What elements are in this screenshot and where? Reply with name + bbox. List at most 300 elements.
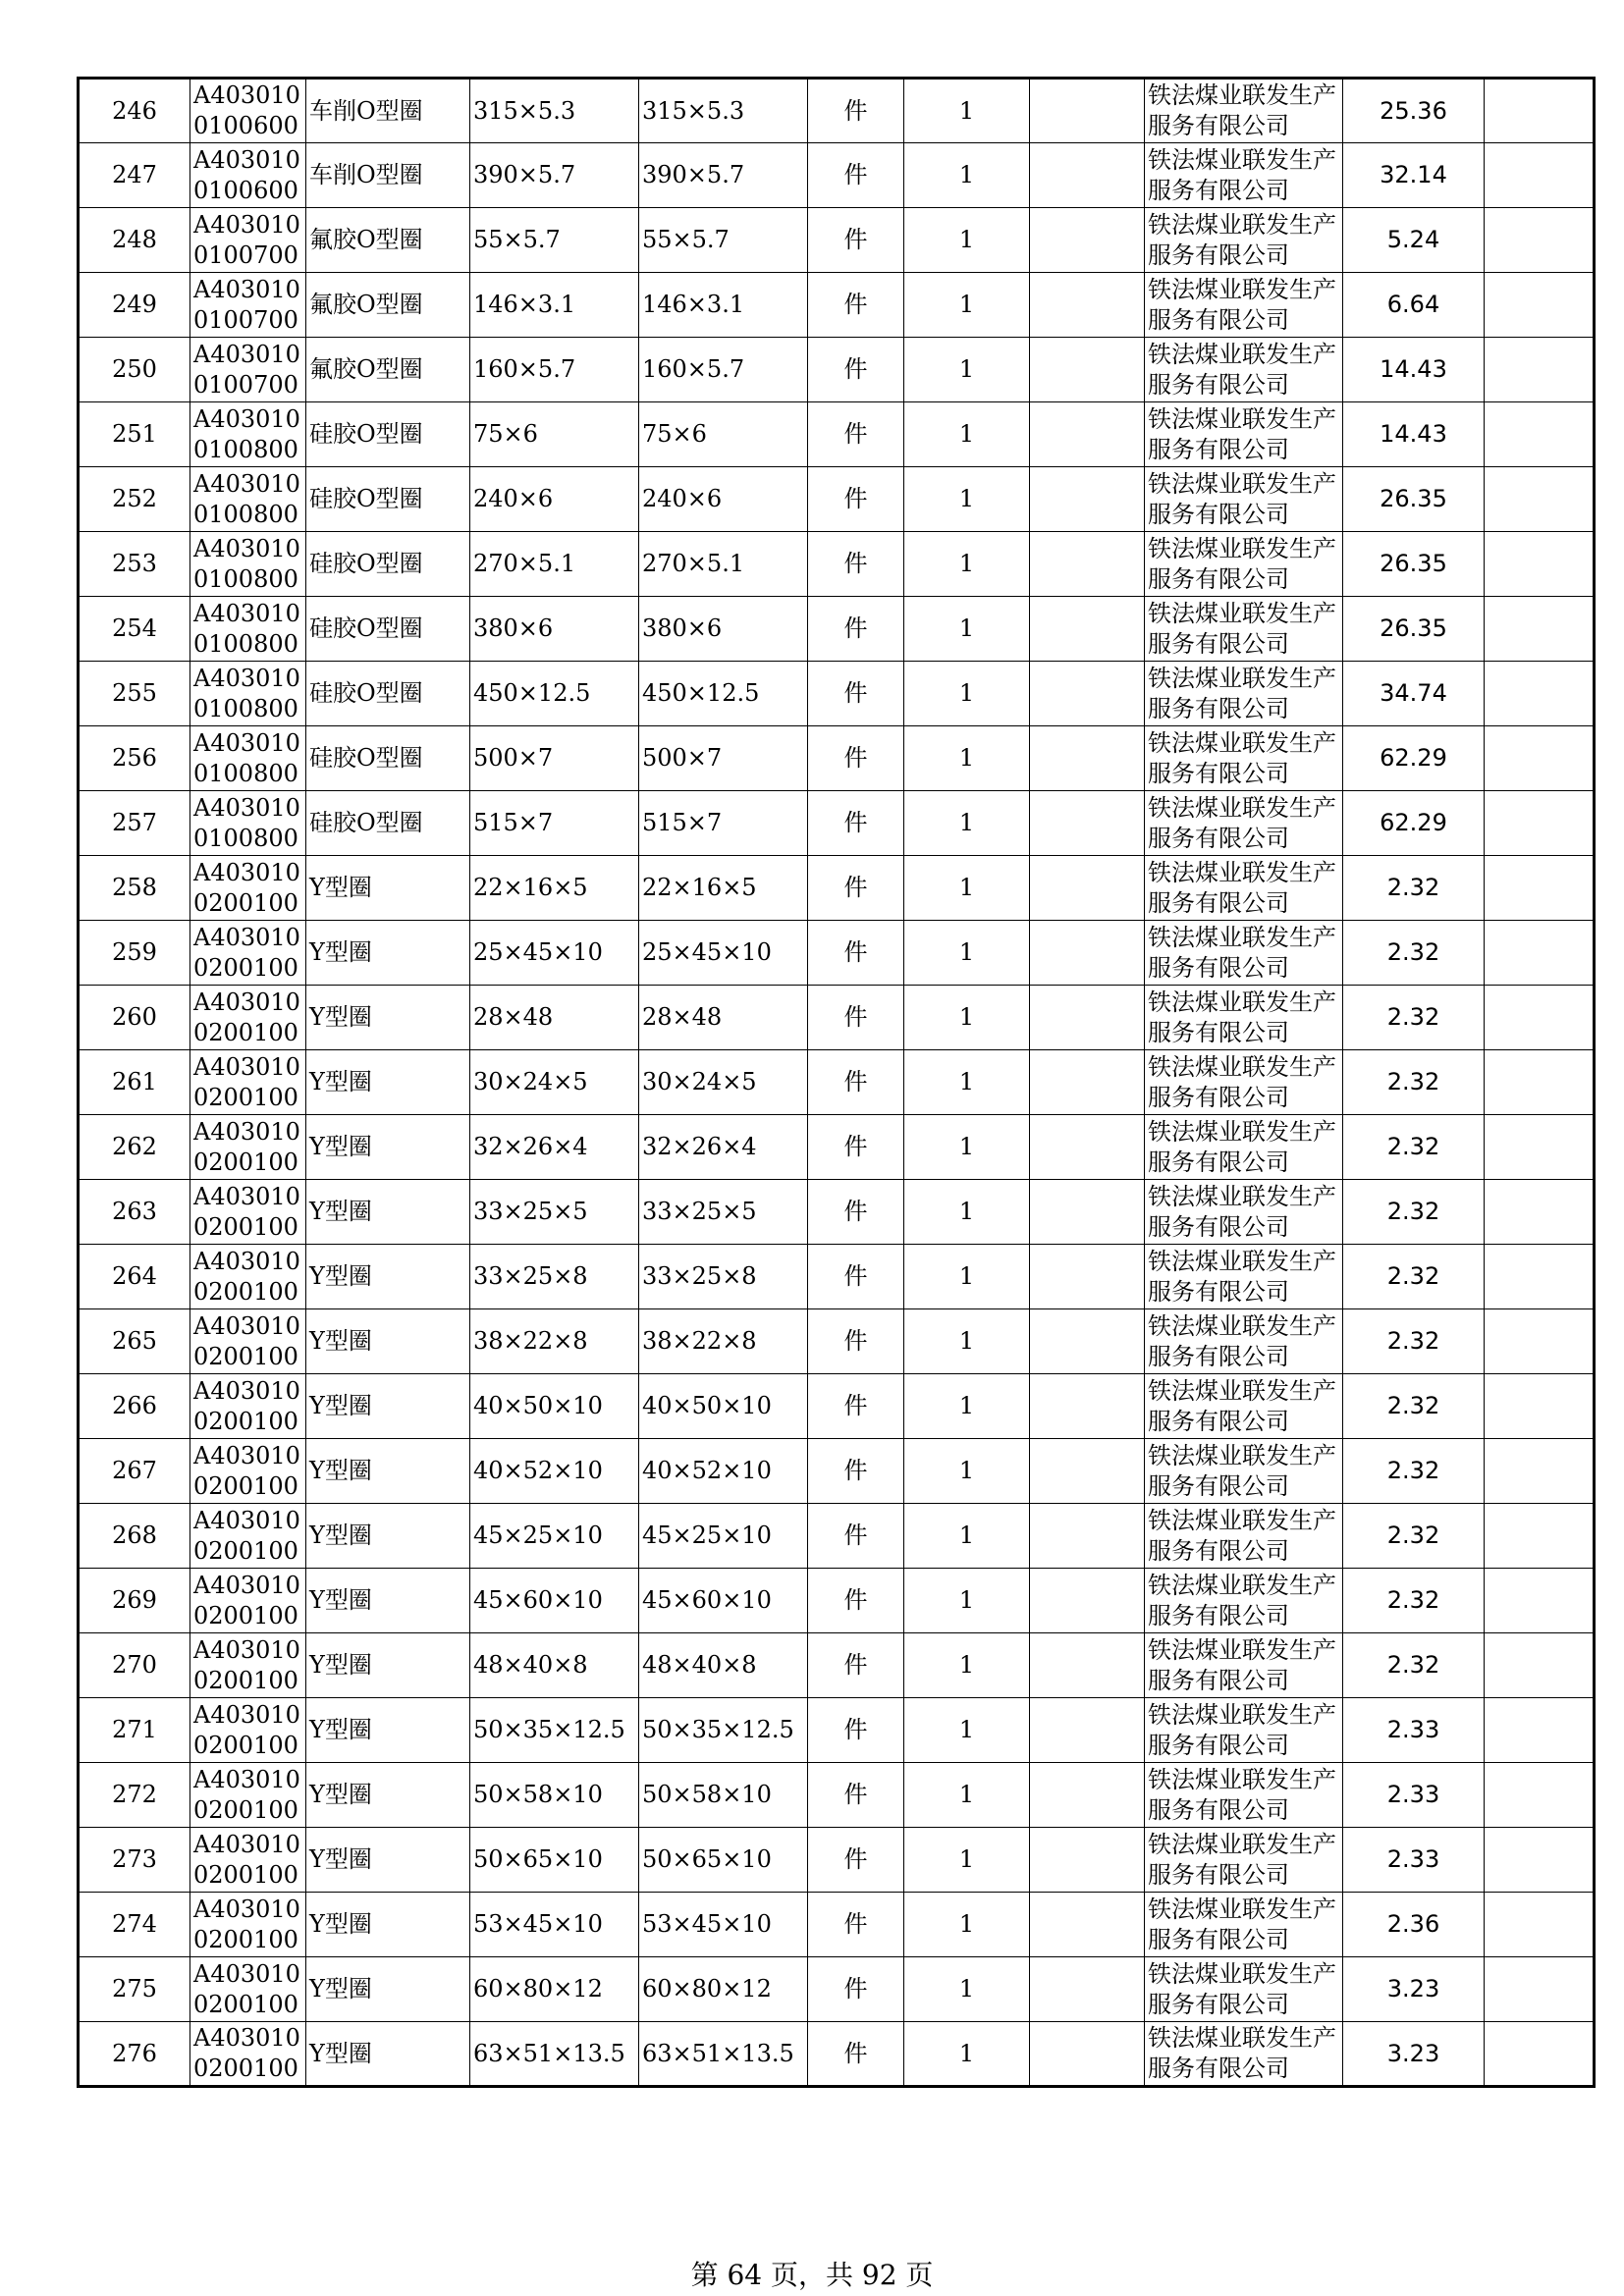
model-cell: 240×6	[639, 467, 808, 532]
model-cell: 22×16×5	[639, 856, 808, 921]
unit-cell: 件	[808, 726, 904, 791]
material-name-cell: Y型圈	[306, 921, 470, 986]
table-row	[79, 597, 1595, 662]
unit-cell: 件	[808, 1309, 904, 1374]
note-cell	[1030, 1633, 1145, 1698]
specification-cell: 28×48	[470, 986, 639, 1050]
material-name-cell: Y型圈	[306, 1828, 470, 1893]
supplier-cell: 铁法煤业联发生产服务有限公司	[1145, 1309, 1343, 1374]
table-row	[79, 1828, 1595, 1893]
table-row	[79, 1504, 1595, 1569]
unit-cell: 件	[808, 986, 904, 1050]
note-cell	[1030, 1115, 1145, 1180]
table-row	[79, 921, 1595, 986]
row-number-cell: 254	[79, 597, 190, 662]
supplier-cell: 铁法煤业联发生产服务有限公司	[1145, 986, 1343, 1050]
note-cell	[1030, 597, 1145, 662]
material-name-cell: 车削O型圈	[306, 79, 470, 143]
unit-price-cell: 2.32	[1343, 1504, 1485, 1569]
supplier-cell: 铁法煤业联发生产服务有限公司	[1145, 1569, 1343, 1633]
remark-cell	[1485, 208, 1595, 273]
material-code-cell: A4030100200100	[190, 1180, 306, 1245]
model-cell: 33×25×8	[639, 1245, 808, 1309]
row-number-cell: 256	[79, 726, 190, 791]
row-number-cell: 251	[79, 402, 190, 467]
remark-cell	[1485, 467, 1595, 532]
row-number-cell: 246	[79, 79, 190, 143]
remark-cell	[1485, 1309, 1595, 1374]
supplier-cell: 铁法煤业联发生产服务有限公司	[1145, 208, 1343, 273]
row-number-cell: 275	[79, 1957, 190, 2022]
row-number-cell: 257	[79, 791, 190, 856]
table-row	[79, 1698, 1595, 1763]
remark-cell	[1485, 1633, 1595, 1698]
table-row	[79, 1569, 1595, 1633]
quantity-cell: 1	[904, 532, 1030, 597]
specification-cell: 500×7	[470, 726, 639, 791]
unit-price-cell: 2.32	[1343, 1374, 1485, 1439]
note-cell	[1030, 1893, 1145, 1957]
model-cell: 50×35×12.5	[639, 1698, 808, 1763]
table-row	[79, 143, 1595, 208]
model-cell: 63×51×13.5	[639, 2022, 808, 2087]
model-cell: 270×5.1	[639, 532, 808, 597]
model-cell: 40×52×10	[639, 1439, 808, 1504]
specification-cell: 45×60×10	[470, 1569, 639, 1633]
note-cell	[1030, 143, 1145, 208]
supplier-cell: 铁法煤业联发生产服务有限公司	[1145, 338, 1343, 402]
material-name-cell: 硅胶O型圈	[306, 402, 470, 467]
material-name-cell: 硅胶O型圈	[306, 791, 470, 856]
unit-cell: 件	[808, 921, 904, 986]
note-cell	[1030, 1245, 1145, 1309]
material-code-cell: A4030100100800	[190, 791, 306, 856]
remark-cell	[1485, 1439, 1595, 1504]
unit-cell: 件	[808, 208, 904, 273]
unit-cell: 件	[808, 1180, 904, 1245]
quantity-cell: 1	[904, 1309, 1030, 1374]
specification-cell: 270×5.1	[470, 532, 639, 597]
unit-cell: 件	[808, 856, 904, 921]
quantity-cell: 1	[904, 273, 1030, 338]
quantity-cell: 1	[904, 1439, 1030, 1504]
material-code-cell: A4030100100700	[190, 273, 306, 338]
material-code-cell: A4030100100800	[190, 662, 306, 726]
table-row	[79, 1374, 1595, 1439]
row-number-cell: 270	[79, 1633, 190, 1698]
unit-cell: 件	[808, 1893, 904, 1957]
row-number-cell: 273	[79, 1828, 190, 1893]
material-code-cell: A4030100200100	[190, 1569, 306, 1633]
note-cell	[1030, 467, 1145, 532]
specification-cell: 40×50×10	[470, 1374, 639, 1439]
unit-cell: 件	[808, 532, 904, 597]
material-name-cell: Y型圈	[306, 856, 470, 921]
supplier-cell: 铁法煤业联发生产服务有限公司	[1145, 1698, 1343, 1763]
note-cell	[1030, 79, 1145, 143]
material-code-cell: A4030100200100	[190, 1957, 306, 2022]
table-body	[79, 79, 1595, 2087]
quantity-cell: 1	[904, 1763, 1030, 1828]
specification-cell: 450×12.5	[470, 662, 639, 726]
model-cell: 146×3.1	[639, 273, 808, 338]
model-cell: 390×5.7	[639, 143, 808, 208]
unit-price-cell: 2.32	[1343, 986, 1485, 1050]
row-number-cell: 268	[79, 1504, 190, 1569]
unit-price-cell: 5.24	[1343, 208, 1485, 273]
note-cell	[1030, 1698, 1145, 1763]
table-row	[79, 986, 1595, 1050]
specification-cell: 45×25×10	[470, 1504, 639, 1569]
model-cell: 45×25×10	[639, 1504, 808, 1569]
remark-cell	[1485, 1569, 1595, 1633]
supplier-cell: 铁法煤业联发生产服务有限公司	[1145, 143, 1343, 208]
supplier-cell: 铁法煤业联发生产服务有限公司	[1145, 662, 1343, 726]
table-row	[79, 532, 1595, 597]
unit-cell: 件	[808, 1569, 904, 1633]
remark-cell	[1485, 338, 1595, 402]
table-row	[79, 662, 1595, 726]
model-cell: 50×58×10	[639, 1763, 808, 1828]
table-row	[79, 856, 1595, 921]
model-cell: 38×22×8	[639, 1309, 808, 1374]
specification-cell: 390×5.7	[470, 143, 639, 208]
row-number-cell: 263	[79, 1180, 190, 1245]
quantity-cell: 1	[904, 1957, 1030, 2022]
material-code-cell: A4030100200100	[190, 1828, 306, 1893]
row-number-cell: 262	[79, 1115, 190, 1180]
material-code-cell: A4030100200100	[190, 2022, 306, 2087]
unit-cell: 件	[808, 791, 904, 856]
remark-cell	[1485, 1180, 1595, 1245]
note-cell	[1030, 402, 1145, 467]
material-name-cell: Y型圈	[306, 1180, 470, 1245]
specification-cell: 160×5.7	[470, 338, 639, 402]
model-cell: 50×65×10	[639, 1828, 808, 1893]
material-code-cell: A4030100100700	[190, 208, 306, 273]
supplier-cell: 铁法煤业联发生产服务有限公司	[1145, 1504, 1343, 1569]
quantity-cell: 1	[904, 662, 1030, 726]
supplier-cell: 铁法煤业联发生产服务有限公司	[1145, 856, 1343, 921]
remark-cell	[1485, 273, 1595, 338]
unit-cell: 件	[808, 273, 904, 338]
remark-cell	[1485, 532, 1595, 597]
note-cell	[1030, 1180, 1145, 1245]
specification-cell: 315×5.3	[470, 79, 639, 143]
supplier-cell: 铁法煤业联发生产服务有限公司	[1145, 1439, 1343, 1504]
quantity-cell: 1	[904, 1180, 1030, 1245]
price-table	[77, 77, 1596, 2088]
unit-price-cell: 3.23	[1343, 1957, 1485, 2022]
specification-cell: 515×7	[470, 791, 639, 856]
material-code-cell: A4030100200100	[190, 1439, 306, 1504]
row-number-cell: 250	[79, 338, 190, 402]
row-number-cell: 264	[79, 1245, 190, 1309]
supplier-cell: 铁法煤业联发生产服务有限公司	[1145, 1633, 1343, 1698]
material-code-cell: A4030100200100	[190, 1698, 306, 1763]
supplier-cell: 铁法煤业联发生产服务有限公司	[1145, 2022, 1343, 2087]
table-row	[79, 1309, 1595, 1374]
specification-cell: 32×26×4	[470, 1115, 639, 1180]
unit-price-cell: 2.32	[1343, 1633, 1485, 1698]
row-number-cell: 255	[79, 662, 190, 726]
material-name-cell: Y型圈	[306, 1115, 470, 1180]
material-name-cell: Y型圈	[306, 1504, 470, 1569]
material-code-cell: A4030100200100	[190, 1893, 306, 1957]
unit-cell: 件	[808, 662, 904, 726]
unit-cell: 件	[808, 1439, 904, 1504]
quantity-cell: 1	[904, 1115, 1030, 1180]
supplier-cell: 铁法煤业联发生产服务有限公司	[1145, 1763, 1343, 1828]
material-code-cell: A4030100200100	[190, 1504, 306, 1569]
note-cell	[1030, 1309, 1145, 1374]
row-number-cell: 271	[79, 1698, 190, 1763]
model-cell: 315×5.3	[639, 79, 808, 143]
material-code-cell: A4030100200100	[190, 1633, 306, 1698]
remark-cell	[1485, 662, 1595, 726]
unit-cell: 件	[808, 1828, 904, 1893]
table-row	[79, 791, 1595, 856]
model-cell: 40×50×10	[639, 1374, 808, 1439]
quantity-cell: 1	[904, 208, 1030, 273]
supplier-cell: 铁法煤业联发生产服务有限公司	[1145, 597, 1343, 662]
remark-cell	[1485, 1763, 1595, 1828]
unit-price-cell: 2.32	[1343, 856, 1485, 921]
unit-price-cell: 62.29	[1343, 791, 1485, 856]
unit-cell: 件	[808, 1374, 904, 1439]
material-name-cell: 氟胶O型圈	[306, 273, 470, 338]
material-code-cell: A4030100100700	[190, 338, 306, 402]
specification-cell: 50×35×12.5	[470, 1698, 639, 1763]
material-code-cell: A4030100100800	[190, 597, 306, 662]
table-row	[79, 1245, 1595, 1309]
remark-cell	[1485, 1828, 1595, 1893]
unit-price-cell: 26.35	[1343, 467, 1485, 532]
note-cell	[1030, 856, 1145, 921]
supplier-cell: 铁法煤业联发生产服务有限公司	[1145, 273, 1343, 338]
table-row	[79, 726, 1595, 791]
quantity-cell: 1	[904, 597, 1030, 662]
remark-cell	[1485, 1245, 1595, 1309]
quantity-cell: 1	[904, 1050, 1030, 1115]
specification-cell: 55×5.7	[470, 208, 639, 273]
remark-cell	[1485, 79, 1595, 143]
specification-cell: 25×45×10	[470, 921, 639, 986]
row-number-cell: 253	[79, 532, 190, 597]
row-number-cell: 248	[79, 208, 190, 273]
specification-cell: 60×80×12	[470, 1957, 639, 2022]
material-name-cell: 硅胶O型圈	[306, 597, 470, 662]
table-row	[79, 1957, 1595, 2022]
unit-cell: 件	[808, 1245, 904, 1309]
row-number-cell: 249	[79, 273, 190, 338]
unit-price-cell: 34.74	[1343, 662, 1485, 726]
quantity-cell: 1	[904, 1504, 1030, 1569]
row-number-cell: 265	[79, 1309, 190, 1374]
quantity-cell: 1	[904, 1698, 1030, 1763]
unit-price-cell: 2.32	[1343, 1050, 1485, 1115]
unit-price-cell: 2.32	[1343, 1309, 1485, 1374]
unit-price-cell: 2.33	[1343, 1698, 1485, 1763]
material-code-cell: A4030100200100	[190, 1309, 306, 1374]
model-cell: 60×80×12	[639, 1957, 808, 2022]
note-cell	[1030, 1828, 1145, 1893]
remark-cell	[1485, 2022, 1595, 2087]
unit-cell: 件	[808, 1698, 904, 1763]
unit-price-cell: 2.32	[1343, 921, 1485, 986]
unit-cell: 件	[808, 338, 904, 402]
material-code-cell: A4030100200100	[190, 1245, 306, 1309]
unit-price-cell: 2.33	[1343, 1828, 1485, 1893]
table-row	[79, 1180, 1595, 1245]
remark-cell	[1485, 986, 1595, 1050]
table-row	[79, 402, 1595, 467]
quantity-cell: 1	[904, 791, 1030, 856]
quantity-cell: 1	[904, 1569, 1030, 1633]
remark-cell	[1485, 1504, 1595, 1569]
row-number-cell: 247	[79, 143, 190, 208]
unit-price-cell: 3.23	[1343, 2022, 1485, 2087]
remark-cell	[1485, 921, 1595, 986]
unit-price-cell: 2.36	[1343, 1893, 1485, 1957]
unit-cell: 件	[808, 143, 904, 208]
remark-cell	[1485, 597, 1595, 662]
specification-cell: 22×16×5	[470, 856, 639, 921]
quantity-cell: 1	[904, 986, 1030, 1050]
table-row	[79, 79, 1595, 143]
quantity-cell: 1	[904, 856, 1030, 921]
quantity-cell: 1	[904, 1828, 1030, 1893]
unit-price-cell: 2.32	[1343, 1245, 1485, 1309]
material-name-cell: 硅胶O型圈	[306, 726, 470, 791]
note-cell	[1030, 208, 1145, 273]
supplier-cell: 铁法煤业联发生产服务有限公司	[1145, 1893, 1343, 1957]
remark-cell	[1485, 791, 1595, 856]
note-cell	[1030, 1569, 1145, 1633]
model-cell: 500×7	[639, 726, 808, 791]
specification-cell: 33×25×5	[470, 1180, 639, 1245]
remark-cell	[1485, 1957, 1595, 2022]
remark-cell	[1485, 726, 1595, 791]
material-name-cell: 硅胶O型圈	[306, 532, 470, 597]
remark-cell	[1485, 1698, 1595, 1763]
material-code-cell: A4030100200100	[190, 921, 306, 986]
material-name-cell: Y型圈	[306, 1698, 470, 1763]
unit-price-cell: 14.43	[1343, 402, 1485, 467]
model-cell: 160×5.7	[639, 338, 808, 402]
unit-price-cell: 2.32	[1343, 1180, 1485, 1245]
specification-cell: 40×52×10	[470, 1439, 639, 1504]
model-cell: 48×40×8	[639, 1633, 808, 1698]
material-code-cell: A4030100100600	[190, 79, 306, 143]
remark-cell	[1485, 1115, 1595, 1180]
material-name-cell: Y型圈	[306, 1957, 470, 2022]
supplier-cell: 铁法煤业联发生产服务有限公司	[1145, 1180, 1343, 1245]
quantity-cell: 1	[904, 143, 1030, 208]
note-cell	[1030, 273, 1145, 338]
unit-cell: 件	[808, 1633, 904, 1698]
unit-cell: 件	[808, 2022, 904, 2087]
table-row	[79, 338, 1595, 402]
quantity-cell: 1	[904, 1893, 1030, 1957]
quantity-cell: 1	[904, 921, 1030, 986]
specification-cell: 380×6	[470, 597, 639, 662]
unit-price-cell: 25.36	[1343, 79, 1485, 143]
unit-cell: 件	[808, 1050, 904, 1115]
quantity-cell: 1	[904, 1633, 1030, 1698]
supplier-cell: 铁法煤业联发生产服务有限公司	[1145, 402, 1343, 467]
row-number-cell: 276	[79, 2022, 190, 2087]
material-name-cell: 车削O型圈	[306, 143, 470, 208]
note-cell	[1030, 986, 1145, 1050]
specification-cell: 63×51×13.5	[470, 2022, 639, 2087]
supplier-cell: 铁法煤业联发生产服务有限公司	[1145, 467, 1343, 532]
specification-cell: 146×3.1	[470, 273, 639, 338]
table-row	[79, 1439, 1595, 1504]
model-cell: 33×25×5	[639, 1180, 808, 1245]
supplier-cell: 铁法煤业联发生产服务有限公司	[1145, 791, 1343, 856]
supplier-cell: 铁法煤业联发生产服务有限公司	[1145, 1957, 1343, 2022]
row-number-cell: 261	[79, 1050, 190, 1115]
material-name-cell: Y型圈	[306, 1763, 470, 1828]
supplier-cell: 铁法煤业联发生产服务有限公司	[1145, 726, 1343, 791]
quantity-cell: 1	[904, 2022, 1030, 2087]
supplier-cell: 铁法煤业联发生产服务有限公司	[1145, 1828, 1343, 1893]
quantity-cell: 1	[904, 79, 1030, 143]
material-name-cell: Y型圈	[306, 1569, 470, 1633]
material-name-cell: Y型圈	[306, 1245, 470, 1309]
unit-cell: 件	[808, 597, 904, 662]
quantity-cell: 1	[904, 338, 1030, 402]
row-number-cell: 272	[79, 1763, 190, 1828]
table-row	[79, 1893, 1595, 1957]
table-row	[79, 273, 1595, 338]
remark-cell	[1485, 1374, 1595, 1439]
row-number-cell: 260	[79, 986, 190, 1050]
model-cell: 30×24×5	[639, 1050, 808, 1115]
note-cell	[1030, 791, 1145, 856]
material-code-cell: A4030100100800	[190, 467, 306, 532]
unit-price-cell: 2.32	[1343, 1439, 1485, 1504]
model-cell: 32×26×4	[639, 1115, 808, 1180]
table-row	[79, 467, 1595, 532]
specification-cell: 38×22×8	[470, 1309, 639, 1374]
unit-price-cell: 2.32	[1343, 1569, 1485, 1633]
unit-price-cell: 6.64	[1343, 273, 1485, 338]
material-code-cell: A4030100200100	[190, 1050, 306, 1115]
material-code-cell: A4030100200100	[190, 1115, 306, 1180]
note-cell	[1030, 532, 1145, 597]
specification-cell: 240×6	[470, 467, 639, 532]
page-footer: 第 64 页，共 92 页	[690, 2259, 934, 2291]
quantity-cell: 1	[904, 726, 1030, 791]
table-row	[79, 1115, 1595, 1180]
unit-cell: 件	[808, 79, 904, 143]
material-code-cell: A4030100100800	[190, 532, 306, 597]
material-name-cell: Y型圈	[306, 1893, 470, 1957]
table-row	[79, 2022, 1595, 2087]
model-cell: 380×6	[639, 597, 808, 662]
note-cell	[1030, 1439, 1145, 1504]
material-name-cell: Y型圈	[306, 1050, 470, 1115]
material-name-cell: Y型圈	[306, 1439, 470, 1504]
row-number-cell: 274	[79, 1893, 190, 1957]
material-code-cell: A4030100100600	[190, 143, 306, 208]
material-name-cell: 硅胶O型圈	[306, 467, 470, 532]
material-code-cell: A4030100200100	[190, 856, 306, 921]
material-name-cell: 氟胶O型圈	[306, 338, 470, 402]
note-cell	[1030, 338, 1145, 402]
